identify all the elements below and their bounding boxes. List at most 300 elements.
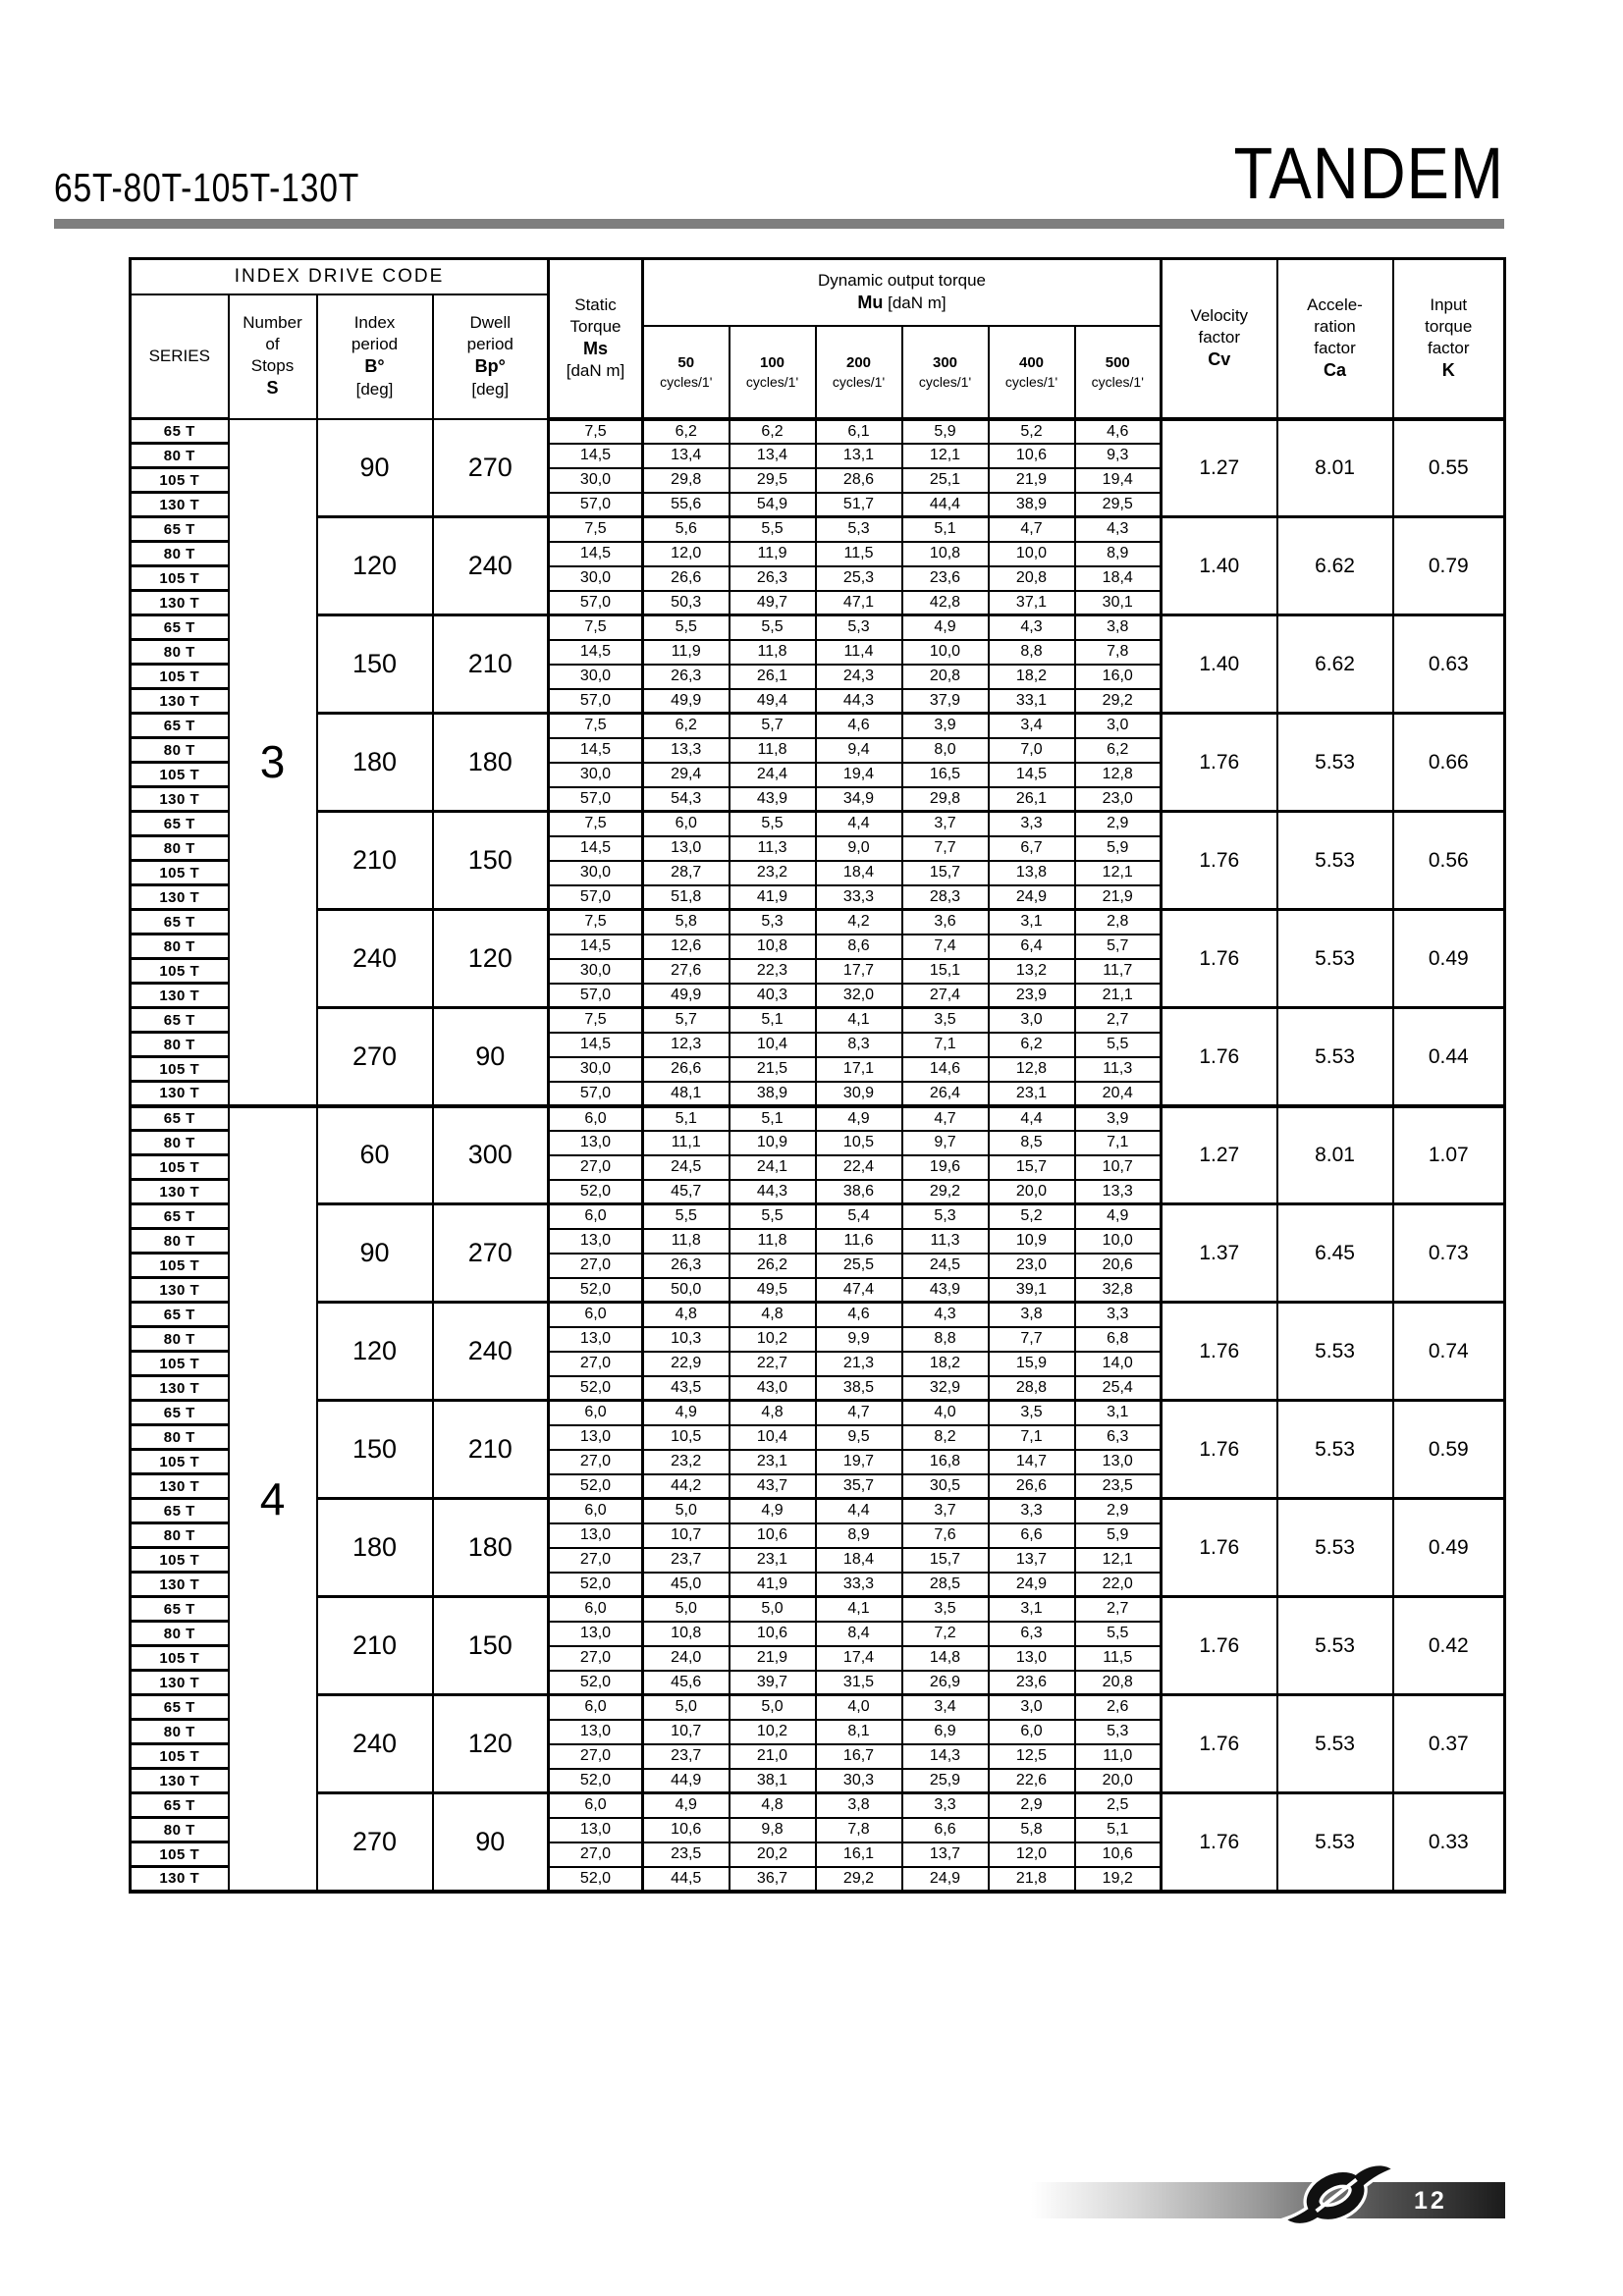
dynamic-torque-cell: 3,5 [902,1597,989,1622]
static-torque-cell: 6,0 [549,1597,643,1622]
dynamic-torque-cell: 6,2 [989,1033,1075,1057]
dynamic-torque-cell: 50,3 [643,591,730,615]
static-torque-cell: 13,0 [549,1425,643,1450]
dynamic-torque-cell: 11,1 [643,1131,730,1155]
static-torque-cell: 14,5 [549,542,643,566]
static-torque-cell: 27,0 [549,1646,643,1671]
dynamic-torque-cell: 4,4 [816,812,902,836]
dynamic-torque-cell: 23,7 [643,1744,730,1769]
dynamic-torque-cell: 16,0 [1075,665,1162,689]
dynamic-torque-cell: 25,4 [1075,1376,1162,1401]
cycles-label: cycles/1' [660,373,713,390]
dynamic-torque-cell: 4,9 [730,1499,816,1523]
series-header [131,294,229,419]
dynamic-torque-cell: 4,9 [816,1106,902,1131]
dynamic-torque-cell: 24,9 [989,1573,1075,1597]
series-cell: 80 T [131,934,229,959]
static-torque-cell: 27,0 [549,1352,643,1376]
static-torque-cell: 30,0 [549,665,643,689]
dynamic-torque-cell: 4,3 [1075,517,1162,542]
dynamic-torque-cell: 3,1 [989,910,1075,934]
index-line: Index [353,313,396,333]
dynamic-torque-cell: 5,5 [643,615,730,640]
dynamic-torque-cell: 29,8 [902,787,989,812]
static-torque-cell: 57,0 [549,885,643,910]
series-cell: 105 T [131,1450,229,1474]
dynamic-torque-cell: 19,7 [816,1450,902,1474]
torque-table [129,257,1506,1894]
dynamic-torque-cell: 7,8 [1075,640,1162,665]
input-torque-factor-cell: 0.79 [1393,517,1505,615]
dynamic-torque-cell: 36,7 [730,1867,816,1892]
dynamic-torque-cell: 38,6 [816,1180,902,1204]
dwell-period-cell: 150 [433,812,549,910]
dynamic-torque-cell: 26,6 [643,566,730,591]
dynamic-torque-cell: 6,6 [989,1523,1075,1548]
series-cell: 80 T [131,1033,229,1057]
dynamic-torque-cell: 23,7 [643,1548,730,1573]
dwell-period-cell: 300 [433,1106,549,1204]
dynamic-torque-cell: 5,3 [730,910,816,934]
dynamic-torque-cell: 4,2 [816,910,902,934]
static-torque-cell: 30,0 [549,763,643,787]
cycles-header-500 [1075,326,1162,419]
cycles-value: 50 [677,353,695,371]
cycles-value: 200 [845,353,872,371]
dynamic-torque-cell: 11,7 [1075,959,1162,984]
dynamic-torque-cell: 26,2 [730,1254,816,1278]
dynamic-torque-cell: 13,1 [816,444,902,468]
series-cell: 65 T [131,714,229,738]
dynamic-torque-cell: 23,1 [730,1450,816,1474]
dynamic-torque-cell: 6,3 [989,1622,1075,1646]
dynamic-torque-cell: 12,1 [902,444,989,468]
dynamic-torque-cell: 11,8 [730,640,816,665]
dynamic-torque-cell: 13,0 [643,836,730,861]
dynamic-torque-cell: 4,7 [902,1106,989,1131]
static-torque-cell: 14,5 [549,444,643,468]
dynamic-torque-cell: 23,9 [989,984,1075,1008]
dynamic-torque-cell: 6,2 [643,419,730,444]
series-cell: 80 T [131,1720,229,1744]
velocity-line: factor [1198,328,1241,347]
input-torque-factor-cell: 0.66 [1393,714,1505,812]
stops-cell: 4 [229,1106,317,1892]
dynamic-torque-cell: 43,9 [902,1278,989,1303]
static-torque-cell: 57,0 [549,591,643,615]
brand-title: TANDEM [1233,133,1504,214]
static-torque-cell: 30,0 [549,468,643,493]
dynamic-torque-cell: 3,0 [1075,714,1162,738]
index-period-cell: 270 [317,1008,433,1106]
dynamic-torque-cell: 18,2 [989,665,1075,689]
dynamic-torque-cell: 5,2 [989,419,1075,444]
dynamic-torque-cell: 22,4 [816,1155,902,1180]
cycles-header-50 [643,326,730,419]
accel-symbol: Ca [1323,360,1346,381]
dynamic-torque-cell: 21,8 [989,1867,1075,1892]
static-line: Torque [569,317,622,336]
index-period-cell: 120 [317,517,433,615]
index-symbol: B° [364,356,385,377]
dynamic-torque-cell: 24,5 [643,1155,730,1180]
dynamic-torque-cell: 20,8 [1075,1671,1162,1695]
dynamic-torque-cell: 25,9 [902,1769,989,1793]
acceleration-factor-cell: 8.01 [1277,1106,1393,1204]
dynamic-torque-cell: 4,3 [989,615,1075,640]
dwell-line: Dwell [469,313,512,333]
series-cell: 105 T [131,861,229,885]
series-cell: 80 T [131,1229,229,1254]
static-unit: [daN m] [566,361,625,381]
table-row [131,615,1505,640]
dynamic-torque-cell: 11,8 [730,1229,816,1254]
series-cell: 80 T [131,1523,229,1548]
acceleration-factor-cell: 6.45 [1277,1204,1393,1303]
dynamic-torque-cell: 12,0 [989,1842,1075,1867]
cycles-header-300 [902,326,989,419]
dynamic-torque-cell: 6,0 [989,1720,1075,1744]
dynamic-torque-cell: 43,5 [643,1376,730,1401]
dynamic-torque-cell: 49,4 [730,689,816,714]
velocity-factor-cell: 1.40 [1162,615,1277,714]
dynamic-torque-cell: 5,5 [1075,1622,1162,1646]
series-cell: 105 T [131,665,229,689]
dynamic-torque-cell: 13,7 [989,1548,1075,1573]
dynamic-torque-cell: 24,9 [902,1867,989,1892]
dynamic-torque-cell: 3,3 [989,812,1075,836]
input-symbol: K [1441,360,1455,381]
dynamic-torque-cell: 11,3 [1075,1057,1162,1082]
series-cell: 80 T [131,542,229,566]
series-cell: 130 T [131,1573,229,1597]
index-period-cell: 240 [317,1695,433,1793]
dynamic-torque-cell: 4,3 [902,1303,989,1327]
dwell-period-cell: 120 [433,1695,549,1793]
dynamic-torque-cell: 4,7 [989,517,1075,542]
dynamic-torque-cell: 7,1 [902,1033,989,1057]
dynamic-torque-cell: 22,3 [730,959,816,984]
dynamic-torque-cell: 30,3 [816,1769,902,1793]
series-cell: 130 T [131,1671,229,1695]
dynamic-torque-cell: 30,1 [1075,591,1162,615]
dynamic-torque-cell: 7,2 [902,1622,989,1646]
dynamic-torque-cell: 3,6 [902,910,989,934]
dynamic-torque-cell: 12,6 [643,934,730,959]
dynamic-torque-cell: 45,6 [643,1671,730,1695]
dynamic-torque-cell: 11,3 [902,1229,989,1254]
dynamic-torque-cell: 21,5 [730,1057,816,1082]
cycles-label: cycles/1' [745,373,799,390]
dynamic-torque-cell: 3,3 [989,1499,1075,1523]
dynamic-torque-cell: 5,0 [643,1597,730,1622]
acceleration-factor-cell: 5.53 [1277,1401,1393,1499]
dynamic-torque-cell: 13,2 [989,959,1075,984]
dynamic-torque-cell: 23,5 [1075,1474,1162,1499]
dynamic-torque-cell: 9,4 [816,738,902,763]
table-header [131,259,1505,419]
brand-knot-logo-icon [1281,2156,1397,2230]
header-row [131,259,1505,294]
dynamic-torque-cell: 26,9 [902,1671,989,1695]
series-cell: 65 T [131,812,229,836]
acceleration-factor-cell: 6.62 [1277,517,1393,615]
dynamic-torque-cell: 9,5 [816,1425,902,1450]
dynamic-torque-cell: 5,8 [643,910,730,934]
series-cell: 130 T [131,1278,229,1303]
dynamic-torque-cell: 4,8 [643,1303,730,1327]
table-row [131,1303,1505,1327]
dynamic-torque-cell: 9,7 [902,1131,989,1155]
dynamic-torque-cell: 24,9 [989,885,1075,910]
static-torque-cell: 52,0 [549,1573,643,1597]
dynamic-torque-cell: 8,2 [902,1425,989,1450]
cycles-value: 300 [932,353,958,371]
dynamic-torque-cell: 4,0 [816,1695,902,1720]
dynamic-torque-cell: 5,3 [816,615,902,640]
static-torque-cell: 7,5 [549,812,643,836]
static-torque-cell: 7,5 [549,714,643,738]
dynamic-torque-cell: 7,6 [902,1523,989,1548]
dynamic-torque-cell: 6,2 [730,419,816,444]
velocity-line: Velocity [1190,305,1249,325]
dynamic-torque-cell: 4,9 [643,1793,730,1818]
dynamic-torque-cell: 25,1 [902,468,989,493]
dynamic-torque-cell: 20,8 [989,566,1075,591]
table-row [131,1597,1505,1622]
table-row [131,1793,1505,1818]
dynamic-torque-cell: 28,7 [643,861,730,885]
series-cell: 130 T [131,1867,229,1892]
index-period-cell: 60 [317,1106,433,1204]
dynamic-torque-cell: 19,4 [1075,468,1162,493]
dynamic-torque-cell: 4,9 [643,1401,730,1425]
dynamic-torque-cell: 8,0 [902,738,989,763]
series-label: SERIES [148,346,210,365]
velocity-factor-cell: 1.76 [1162,1695,1277,1793]
static-torque-cell: 14,5 [549,1033,643,1057]
dynamic-torque-cell: 5,0 [730,1695,816,1720]
series-cell: 130 T [131,787,229,812]
dynamic-torque-cell: 10,8 [643,1622,730,1646]
dynamic-torque-cell: 26,1 [989,787,1075,812]
velocity-symbol: Cv [1208,349,1231,370]
dynamic-torque-cell: 14,3 [902,1744,989,1769]
series-cell: 105 T [131,1155,229,1180]
dynamic-torque-cell: 10,0 [1075,1229,1162,1254]
series-cell: 65 T [131,910,229,934]
dynamic-torque-cell: 15,7 [989,1155,1075,1180]
dynamic-torque-cell: 23,0 [989,1254,1075,1278]
dynamic-torque-cell: 20,4 [1075,1082,1162,1106]
static-torque-cell: 14,5 [549,934,643,959]
dynamic-torque-cell: 3,0 [989,1695,1075,1720]
dynamic-torque-cell: 28,8 [989,1376,1075,1401]
dynamic-torque-cell: 39,7 [730,1671,816,1695]
series-cell: 80 T [131,1131,229,1155]
series-cell: 130 T [131,591,229,615]
index-period-cell: 210 [317,1597,433,1695]
dynamic-torque-cell: 3,5 [902,1008,989,1033]
dynamic-torque-cell: 5,4 [816,1204,902,1229]
dynamic-torque-cell: 2,5 [1075,1793,1162,1818]
static-torque-cell: 52,0 [549,1474,643,1499]
series-cell: 105 T [131,1842,229,1867]
static-symbol: Ms [582,339,608,359]
dynamic-torque-cell: 26,6 [989,1474,1075,1499]
series-cell: 65 T [131,1793,229,1818]
dynamic-torque-cell: 4,9 [902,615,989,640]
cycles-label: cycles/1' [1091,373,1144,390]
index-period-cell: 270 [317,1793,433,1892]
static-torque-cell: 52,0 [549,1180,643,1204]
static-torque-cell: 57,0 [549,1082,643,1106]
dwell-period-header [433,294,549,419]
input-torque-factor-header [1393,259,1505,419]
dynamic-torque-cell: 51,8 [643,885,730,910]
dynamic-torque-cell: 3,9 [902,714,989,738]
dynamic-torque-cell: 45,0 [643,1573,730,1597]
dynamic-torque-cell: 12,8 [989,1057,1075,1082]
dynamic-torque-cell: 23,5 [643,1842,730,1867]
stops-cell: 3 [229,419,317,1106]
dynamic-torque-cell: 8,9 [816,1523,902,1548]
accel-line: factor [1314,339,1356,358]
dynamic-torque-cell: 5,9 [1075,836,1162,861]
dynamic-torque-cell: 10,6 [643,1818,730,1842]
velocity-factor-cell: 1.40 [1162,517,1277,615]
dynamic-torque-cell: 26,6 [643,1057,730,1082]
dynamic-torque-cell: 13,4 [643,444,730,468]
series-cell: 65 T [131,615,229,640]
dynamic-torque-cell: 38,1 [730,1769,816,1793]
input-torque-factor-cell: 0.44 [1393,1008,1505,1106]
dynamic-torque-cell: 3,8 [989,1303,1075,1327]
acceleration-factor-cell: 5.53 [1277,1597,1393,1695]
dynamic-torque-cell: 5,0 [643,1695,730,1720]
dwell-period-cell: 210 [433,615,549,714]
series-cell: 130 T [131,1474,229,1499]
dynamic-torque-cell: 20,6 [1075,1254,1162,1278]
static-torque-cell: 14,5 [549,738,643,763]
acceleration-factor-cell: 5.53 [1277,1008,1393,1106]
acceleration-factor-cell: 5.53 [1277,1499,1393,1597]
series-cell: 80 T [131,836,229,861]
dynamic-torque-cell: 7,1 [1075,1131,1162,1155]
acceleration-factor-cell: 5.53 [1277,714,1393,812]
velocity-factor-cell: 1.27 [1162,1106,1277,1204]
dynamic-torque-cell: 38,9 [989,493,1075,517]
dynamic-torque-cell: 6,2 [643,714,730,738]
dynamic-torque-cell: 11,6 [816,1229,902,1254]
dynamic-torque-cell: 5,6 [643,517,730,542]
dynamic-torque-cell: 8,3 [816,1033,902,1057]
dynamic-torque-cell: 15,7 [902,1548,989,1573]
dynamic-torque-cell: 4,6 [816,1303,902,1327]
index-period-cell: 150 [317,615,433,714]
page-title: 65T-80T-105T-130T [54,165,360,210]
static-torque-cell: 27,0 [549,1254,643,1278]
dynamic-torque-cell: 44,2 [643,1474,730,1499]
dynamic-torque-cell: 6,3 [1075,1425,1162,1450]
dynamic-torque-cell: 11,5 [816,542,902,566]
dynamic-torque-cell: 23,2 [643,1450,730,1474]
dynamic-torque-cell: 8,8 [989,640,1075,665]
dynamic-torque-cell: 29,2 [1075,689,1162,714]
series-cell: 65 T [131,1695,229,1720]
dynamic-torque-cell: 33,1 [989,689,1075,714]
dynamic-torque-cell: 12,1 [1075,1548,1162,1573]
static-torque-header [549,259,643,419]
static-torque-cell: 52,0 [549,1376,643,1401]
stops-symbol: S [266,378,279,399]
dynamic-torque-cell: 4,6 [1075,419,1162,444]
series-cell: 65 T [131,1106,229,1131]
dynamic-torque-cell: 43,7 [730,1474,816,1499]
dynamic-torque-cell: 24,0 [643,1646,730,1671]
static-torque-cell: 6,0 [549,1204,643,1229]
series-cell: 130 T [131,984,229,1008]
index-period-cell: 120 [317,1303,433,1401]
series-cell: 105 T [131,1352,229,1376]
dynamic-torque-cell: 14,7 [989,1450,1075,1474]
dynamic-torque-cell: 14,8 [902,1646,989,1671]
dynamic-torque-cell: 10,5 [643,1425,730,1450]
input-line: Input [1430,294,1468,314]
cycles-header-100 [730,326,816,419]
index-period-cell: 210 [317,812,433,910]
dynamic-torque-cell: 3,1 [1075,1401,1162,1425]
table-row [131,1106,1505,1131]
dynamic-torque-cell: 2,8 [1075,910,1162,934]
series-cell: 80 T [131,1818,229,1842]
dwell-period-cell: 180 [433,714,549,812]
dynamic-torque-cell: 8,9 [1075,542,1162,566]
dynamic-torque-cell: 23,6 [989,1671,1075,1695]
dynamic-torque-cell: 16,1 [816,1842,902,1867]
acceleration-factor-header [1277,259,1393,419]
series-cell: 65 T [131,517,229,542]
dynamic-torque-cell: 6,1 [816,419,902,444]
static-torque-cell: 6,0 [549,1303,643,1327]
input-torque-factor-cell: 0.49 [1393,910,1505,1008]
dynamic-torque-cell: 10,2 [730,1327,816,1352]
dynamic-torque-cell: 17,1 [816,1057,902,1082]
table-row [131,910,1505,934]
input-line: factor [1427,339,1470,358]
static-torque-cell: 6,0 [549,1695,643,1720]
dynamic-torque-cell: 21,0 [730,1744,816,1769]
dynamic-torque-cell: 14,0 [1075,1352,1162,1376]
dynamic-torque-cell: 6,8 [1075,1327,1162,1352]
dynamic-torque-cell: 10,0 [902,640,989,665]
dwell-line: period [466,335,514,354]
static-torque-cell: 13,0 [549,1327,643,1352]
dynamic-torque-cell: 17,4 [816,1646,902,1671]
dynamic-torque-cell: 29,4 [643,763,730,787]
index-period-cell: 90 [317,1204,433,1303]
dynamic-torque-cell: 3,1 [989,1597,1075,1622]
velocity-factor-header [1162,259,1277,419]
series-cell: 65 T [131,419,229,444]
dynamic-torque-cell: 3,8 [1075,615,1162,640]
dynamic-torque-cell: 5,3 [902,1204,989,1229]
dynamic-torque-cell: 37,9 [902,689,989,714]
series-cell: 80 T [131,1622,229,1646]
series-cell: 80 T [131,1425,229,1450]
series-cell: 105 T [131,1057,229,1082]
static-torque-cell: 30,0 [549,861,643,885]
